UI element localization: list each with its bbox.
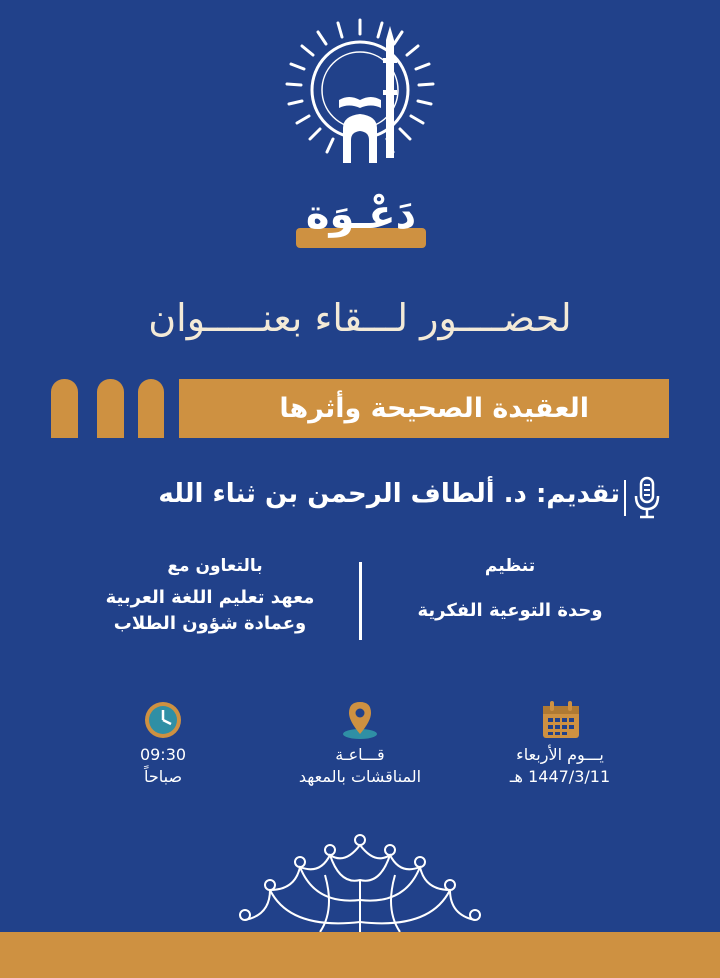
- cooperation-line2: وعمادة شؤون الطلاب: [113, 613, 307, 634]
- footer-band: [0, 932, 720, 978]
- geometric-ornament-icon: [230, 830, 490, 940]
- event-day: يـــوم الأربعاء: [516, 745, 604, 764]
- organization-label: تنظيم: [484, 556, 536, 576]
- organization-name: وحدة التوعية الفكرية: [417, 600, 603, 621]
- clock-icon: [143, 700, 183, 740]
- column-divider: [359, 562, 362, 640]
- event-date: 1447/3/11 هـ: [509, 767, 611, 786]
- microphone-icon: [632, 476, 662, 520]
- decor-bar: [51, 379, 78, 438]
- decor-bar: [138, 379, 164, 438]
- calendar-icon: [541, 700, 581, 740]
- invitation-heading: لحضــــور لـــقاء بعنـــــوان: [148, 296, 572, 340]
- event-hall: قـــاعـة: [335, 745, 385, 764]
- invitation-title: دَعْـوَة: [305, 192, 417, 238]
- event-time: 09:30: [139, 745, 187, 764]
- cooperation-line1: معهد تعليم اللغة العربية: [105, 587, 315, 608]
- university-logo-icon: [283, 18, 437, 168]
- cooperation-label: بالتعاون مع: [167, 556, 263, 576]
- decor-bar: [97, 379, 124, 438]
- presenter-name: تقديم: د. ألطاف الرحمن بن ثناء الله: [158, 479, 620, 509]
- location-pin-icon: [340, 700, 380, 740]
- event-time-period: صباحاً: [143, 767, 183, 786]
- presenter-divider: [624, 480, 626, 516]
- lecture-topic: العقيدة الصحيحة وأثرها: [279, 393, 589, 424]
- event-location: المناقشات بالمعهد: [298, 767, 422, 786]
